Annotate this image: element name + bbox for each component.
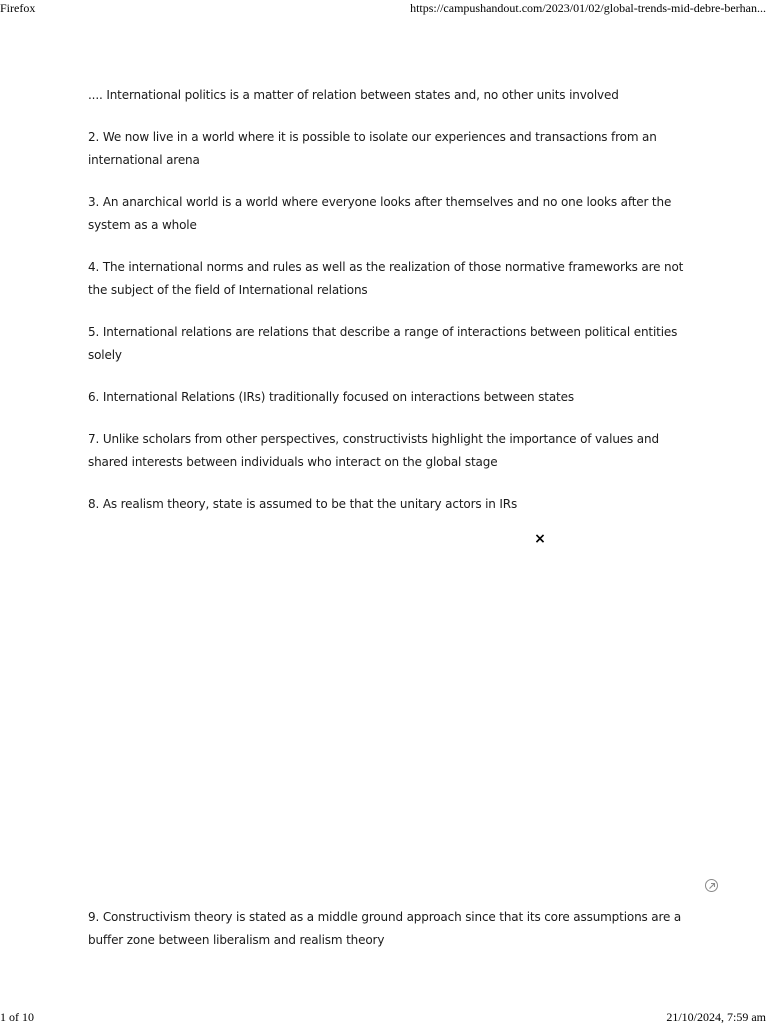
question-5: 5. International relations are relations that describe a range of interactions between political entities solely: [88, 325, 678, 362]
question-list: [88, 84, 688, 535]
question-7: 7. Unlike scholars from other perspectives, constructivists highlight the importance of values and shared interests between individuals who interact on the global stage: [88, 432, 659, 469]
question-1: .... International politics is a matter of relation between states and, no other units involved: [88, 88, 619, 102]
print-header: [0, 1, 768, 17]
page-count: 1 of 10: [0, 1010, 34, 1024]
ad-info-glyph: [708, 882, 716, 890]
question-list-continued: [88, 906, 688, 971]
print-timestamp: 21/10/2024, 7:59 am: [666, 1010, 766, 1024]
print-footer: [0, 1010, 768, 1024]
question-6: 6. International Relations (IRs) traditionally focused on interactions between states: [88, 390, 574, 404]
question-4: 4. The international norms and rules as well as the realization of those normative frameworks are not the subject of the field of International relations: [88, 260, 684, 297]
close-ad-button[interactable]: ×: [534, 531, 546, 547]
browser-name: Firefox: [0, 1, 36, 15]
question-9: 9. Constructivism theory is stated as a middle ground approach since that its core assumptions are a buffer zone between liberalism and realism theory: [88, 910, 682, 947]
question-2: 2. We now live in a world where it is possible to isolate our experiences and transactions from an international arena: [88, 130, 657, 167]
page-url: https://campushandout.com/2023/01/02/global-trends-mid-debre-berhan...: [410, 1, 766, 15]
ad-info-icon[interactable]: [705, 879, 718, 892]
question-3: 3. An anarchical world is a world where everyone looks after themselves and no one looks after the system as a whole: [88, 195, 672, 232]
question-8: 8. As realism theory, state is assumed to be that the unitary actors in IRs: [88, 497, 518, 511]
